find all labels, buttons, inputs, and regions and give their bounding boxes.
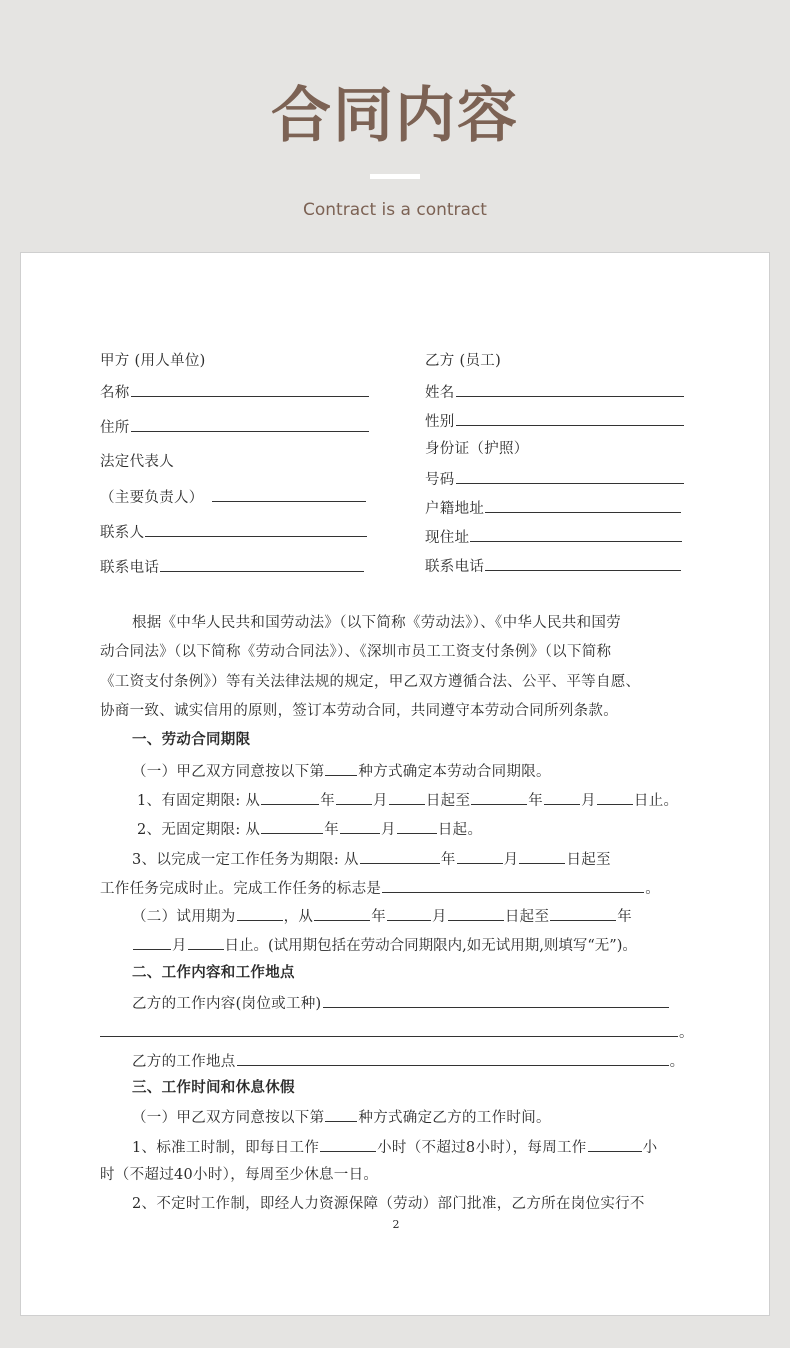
text: 月 [432, 909, 447, 925]
text: （二）试用期为 [132, 909, 236, 925]
text: 月 [503, 852, 519, 868]
blank [448, 905, 504, 921]
section-1-item-1 [132, 760, 551, 782]
blank [550, 905, 616, 921]
party-b-id-label: 身份证（护照） [425, 441, 529, 457]
blank [133, 934, 171, 950]
section-2-content-cont [100, 1021, 694, 1043]
text: （一）甲乙双方同意按以下第 [132, 764, 325, 780]
party-a-phone-blank [160, 556, 364, 572]
text: 日止。(试用期包括在劳动合同期限内,如无试用期,则填写“无”)。 [224, 938, 637, 954]
party-a-heading: 甲方 (用人单位) [100, 353, 206, 369]
text: 。 [645, 881, 661, 897]
page-subtitle: Contract is a contract [303, 200, 487, 220]
party-a-address-field [100, 416, 370, 438]
section-3-item-1 [132, 1106, 551, 1128]
section-1-title: 一、劳动合同期限 [132, 732, 251, 748]
party-b-residence-label: 现住址 [425, 530, 470, 546]
blank [261, 789, 319, 805]
party-b-household-label: 户籍地址 [425, 501, 485, 517]
party-b-name-blank [456, 381, 684, 397]
party-a-name-label: 名称 [100, 385, 130, 401]
text: 年 [617, 909, 633, 925]
blank [261, 818, 323, 834]
party-a-address-label: 住所 [100, 420, 130, 436]
text: 月 [373, 793, 388, 809]
section-3-irregular: 2、不定时工作制，即经人力资源保障（劳动）部门批准，乙方所在岗位实行不 [132, 1196, 645, 1212]
party-b-id-number-field [425, 468, 685, 490]
text: 日起至 [566, 852, 611, 868]
blank [325, 1106, 357, 1122]
text: 小时（不超过8小时），每周工作 [377, 1140, 587, 1156]
section-1-option-3 [132, 848, 611, 870]
section-2-title: 二、工作内容和工作地点 [132, 965, 295, 981]
text: 3、以完成一定工作任务为期限: 从 [132, 852, 359, 868]
party-b-residence-blank [470, 526, 682, 542]
section-3-standard [132, 1136, 657, 1158]
party-a-legal-rep-label: 法定代表人 [100, 454, 174, 470]
text: 种方式确定乙方的工作时间。 [358, 1110, 551, 1126]
party-b-name-field [425, 381, 685, 403]
blank [323, 992, 669, 1008]
text: 年 [528, 793, 544, 809]
party-b-gender-label: 性别 [425, 414, 455, 430]
text: 小 [642, 1140, 658, 1156]
blank [389, 789, 425, 805]
party-b-name-label: 姓名 [425, 385, 455, 401]
party-a-principal-blank [212, 486, 366, 502]
text: 乙方的工作内容(岗位或工种) [132, 996, 322, 1012]
party-b-id-number-label: 号码 [425, 472, 455, 488]
page-number: 2 [392, 1218, 400, 1231]
page-title: 合同内容 [271, 81, 519, 151]
blank [314, 905, 370, 921]
section-1-option-2 [137, 818, 482, 840]
section-3-title: 三、工作时间和休息休假 [132, 1080, 295, 1096]
blank [336, 789, 372, 805]
blank [237, 905, 283, 921]
text: 月 [381, 822, 396, 838]
blank [237, 1050, 669, 1066]
text: 乙方的工作地点 [132, 1054, 236, 1070]
blank [340, 818, 380, 834]
party-b-heading: 乙方 (员工) [425, 353, 502, 369]
blank [457, 848, 503, 864]
party-b-phone-field [425, 555, 682, 577]
party-b-gender-blank [456, 410, 684, 426]
party-a-name-field [100, 381, 370, 403]
text: 月 [172, 938, 187, 954]
intro-line-2: 动合同法》（以下简称《劳动合同法》）、《深圳市员工工资支付条例》（以下简称 [100, 644, 612, 660]
blank [320, 1136, 376, 1152]
blank [188, 934, 224, 950]
text: 日起至 [425, 793, 471, 809]
party-a-principal-label: （主要负责人） [100, 490, 204, 506]
text: 工作任务完成时止。完成工作任务的标志是 [100, 881, 382, 897]
title-divider [370, 174, 420, 179]
section-2-content [132, 992, 670, 1014]
text: 日止。 [633, 793, 679, 809]
text: （一）甲乙双方同意按以下第 [132, 1110, 325, 1126]
party-b-phone-label: 联系电话 [425, 559, 485, 575]
party-a-contact-label: 联系人 [100, 525, 145, 541]
party-a-contact-blank [145, 521, 367, 537]
party-b-household-field [425, 497, 682, 519]
section-3-standard-cont: 时（不超过40小时），每周至少休息一日。 [100, 1167, 379, 1183]
text: 2、无固定期限: 从 [137, 822, 261, 838]
section-1-probation [132, 905, 632, 927]
intro-line-1: 根据《中华人民共和国劳动法》（以下简称《劳动法》）、《中华人民共和国劳 [132, 615, 621, 631]
text: 年 [440, 852, 456, 868]
text: 。 [679, 1025, 694, 1041]
section-1-option-3-cont [100, 877, 660, 899]
text: 年 [371, 909, 387, 925]
text: 月 [581, 793, 596, 809]
intro-line-3: 《工资支付条例》）等有关法律法规的规定，甲乙双方遵循合法、公平、平等自愿、 [100, 674, 641, 690]
text: 日起。 [437, 822, 483, 838]
party-b-gender-field [425, 410, 685, 432]
contract-page [20, 252, 770, 1316]
party-a-contact-field [100, 521, 368, 543]
party-b-residence-field [425, 526, 683, 548]
section-1-option-1 [137, 789, 678, 811]
blank [519, 848, 565, 864]
section-1-probation-cont [132, 934, 637, 956]
party-b-id-number-blank [456, 468, 684, 484]
party-b-phone-blank [485, 555, 681, 571]
blank [100, 1021, 678, 1037]
party-b-household-blank [485, 497, 681, 513]
text: 日起至 [504, 909, 550, 925]
text: ，从 [283, 909, 314, 925]
section-2-location [132, 1050, 684, 1072]
party-a-address-blank [131, 416, 369, 432]
blank [588, 1136, 642, 1152]
blank [597, 789, 633, 805]
text: 种方式确定本劳动合同期限。 [358, 764, 551, 780]
party-a-principal-field [100, 486, 367, 508]
party-a-phone-field [100, 556, 365, 578]
party-a-name-blank [131, 381, 369, 397]
blank [382, 877, 644, 893]
text: 。 [669, 1054, 685, 1070]
blank [544, 789, 580, 805]
text: 年 [320, 793, 336, 809]
blank [397, 818, 437, 834]
blank [471, 789, 527, 805]
text: 1、有固定期限: 从 [137, 793, 261, 809]
party-a-phone-label: 联系电话 [100, 560, 160, 576]
blank [387, 905, 431, 921]
text: 年 [324, 822, 340, 838]
text: 1、标准工时制，即每日工作 [132, 1140, 320, 1156]
blank [325, 760, 357, 776]
intro-line-4: 协商一致、诚实信用的原则，签订本劳动合同，共同遵守本劳动合同所列条款。 [100, 703, 618, 719]
blank [360, 848, 440, 864]
